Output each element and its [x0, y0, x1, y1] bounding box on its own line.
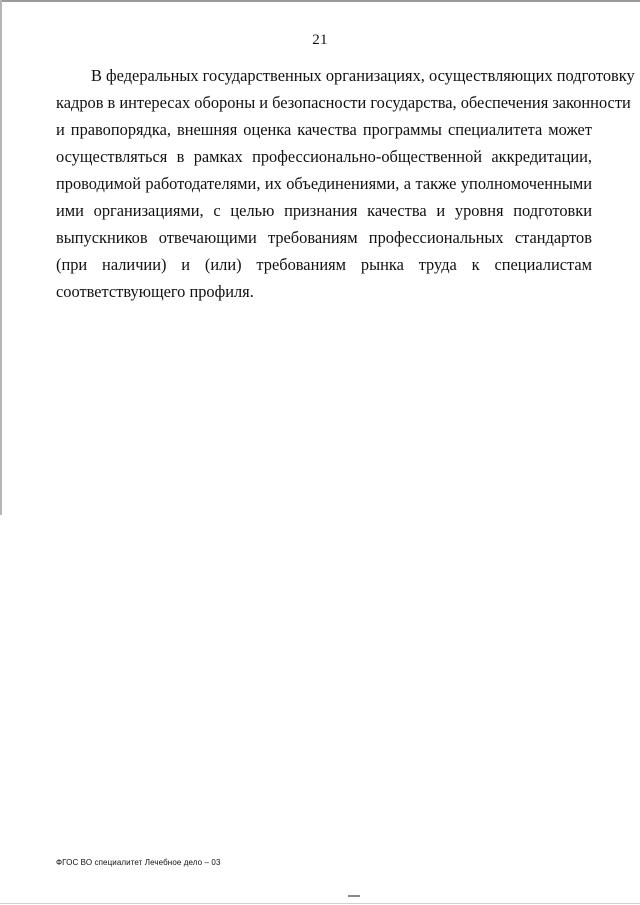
- scan-edge-top: [0, 0, 640, 2]
- document-footer: ФГОС ВО специалитет Лечебное дело – 03: [56, 858, 221, 867]
- scan-edge-left: [0, 0, 2, 515]
- paragraph-line: В федеральных государственных организациях, осуществляющих подготовку: [91, 66, 635, 85]
- paragraph-line: (при наличии) и (или) требованиям рынка труда к специалистам: [56, 255, 592, 274]
- scan-mark: [348, 895, 360, 897]
- paragraph-line: выпускников отвечающими требованиям профессиональных стандартов: [56, 228, 592, 247]
- body-paragraph: [56, 62, 635, 305]
- paragraph-line: и правопорядка, внешняя оценка качества программы специалитета может: [56, 120, 592, 139]
- scan-edge-bottom: [0, 903, 640, 904]
- paragraph-line: соответствующего профиля.: [56, 282, 254, 301]
- paragraph-line: проводимой работодателями, их объединениями, а также уполномоченными: [56, 174, 592, 193]
- paragraph-line: осуществляться в рамках профессионально-общественной аккредитации,: [56, 147, 592, 166]
- paragraph-line: ими организациями, с целью признания качества и уровня подготовки: [56, 201, 592, 220]
- page-number: 21: [312, 32, 328, 48]
- paragraph-line: кадров в интересах обороны и безопасности государства, обеспечения законности: [56, 93, 631, 112]
